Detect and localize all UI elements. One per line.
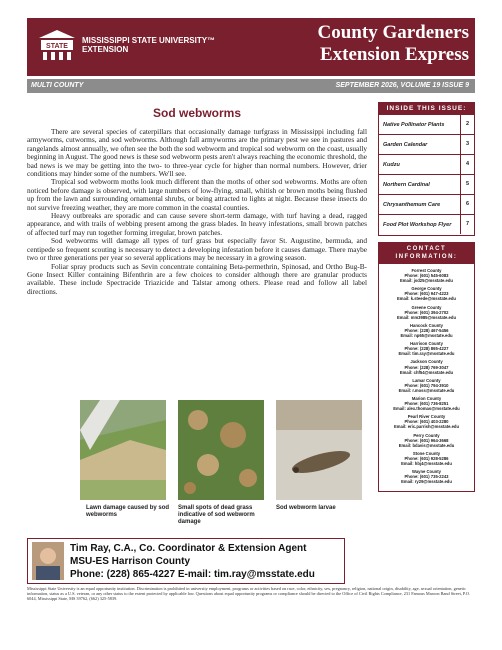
toc-item[interactable] — [379, 195, 474, 215]
county-name: Harrison County — [410, 341, 443, 347]
agent-phone-email: Phone: (228) 865-4227 E-mail: tim.ray@msstate.edu — [70, 569, 315, 580]
county-email[interactable]: Email: alex.thomas@msstate.edu — [393, 406, 460, 412]
toc-label: Kudzu — [383, 162, 400, 168]
county-name: Jackson County — [410, 359, 443, 365]
masthead — [27, 18, 475, 76]
county-phone: Phone: (228) 769-3047 — [404, 364, 449, 370]
county-phone: Phone: (601) 928-5286 — [404, 455, 449, 461]
paragraph: Tropical sod webworm moths look much different than the moths of other sod webworms. Moths are often noticed before damage is observed, with large numbers of low-flying, small, whitish or brown moths being flushed up from the lawn and surrounding ornamental shrubs, or being attracted to lights at night. Because these insects do not survive freezing weather, they are more common in the coastal counties. — [27, 177, 367, 212]
county-phone: Phone: (601) 403-2280 — [404, 419, 449, 425]
toc-page: 3 — [460, 135, 474, 154]
logo-line-1: MISSISSIPPI STATE UNIVERSITY™ — [82, 36, 216, 45]
paragraph: There are several species of caterpillars that occasionally damage turfgrass in Mississippi including fall armyworms, cutworms, and sod webworms. Although fall armyworms are the primary pest we see in pastures and rangelands almost annually, we often see the both the sod webworm and tropical sod webworm on the coast, usually beginning in August. The good news is these sod webworm pests aren't always reaching the economic threshold, the bad news is we may be getting into the two- to three-year cycle for higher than normal numbers. However, drier conditions may hinder some of the numbers. We'll see. — [27, 127, 367, 179]
county-name: Stone County — [412, 450, 441, 456]
county-name: Marion County — [411, 395, 442, 401]
paragraph: Heavy outbreaks are sporadic and can cause severe short-term damage, with turf having a dead, ragged appearance, and with trails of webbing present among the grass blades. In heavy infestations, small brown patches of affected turf may run together forming irregular, brown patches. — [27, 211, 367, 237]
paragraph: Foliar spray products such as Sevin concentrate containing Beta-permethrin, Spinosad, and Ortho Bug-B-Gone Insect Killer containing Bifenthrin are a few choices to consider although there are granular products available. These include Spectracide Triazicide and Talstar among others. Please read and follow all label directions. — [27, 261, 367, 296]
county-email[interactable]: Email: mm3985@msstate.edu — [396, 314, 456, 320]
county-entry — [381, 305, 472, 320]
county-entry — [381, 396, 472, 411]
county-email[interactable]: Email: bdavis@msstate.edu — [398, 442, 455, 448]
county-name: Wayne County — [412, 469, 441, 475]
toc-label: Garden Calendar — [383, 142, 428, 148]
county-phone: Phone: (601) 735-2243 — [404, 474, 449, 480]
toc-item[interactable] — [379, 155, 474, 175]
county-entry — [381, 359, 472, 374]
main-article — [27, 96, 367, 296]
county-phone: Phone: (228) 467-5456 — [404, 327, 449, 333]
toc-label: Northern Cardinal — [383, 182, 430, 188]
contact-heading-line-1: CONTACT — [406, 246, 447, 252]
county-entry — [381, 378, 472, 393]
county-contacts — [378, 264, 475, 492]
toc-item[interactable] — [379, 215, 474, 235]
county-entry — [381, 286, 472, 301]
toc-page: 4 — [460, 155, 474, 174]
county-email[interactable]: Email: hbj4@msstate.edu — [401, 461, 452, 466]
agent-info — [70, 542, 315, 581]
toc-item[interactable] — [379, 115, 474, 135]
toc-item[interactable] — [379, 135, 474, 155]
issue-bar — [27, 79, 475, 93]
article-title: Sod webworms — [152, 106, 241, 120]
toc-page: 6 — [460, 195, 474, 214]
dead-grass-photo — [178, 400, 264, 500]
county-phone: Phone: (601) 947-4223 — [404, 291, 449, 297]
lawn-damage-photo — [80, 400, 166, 500]
county-phone: Phone: (601) 394-2702 — [404, 309, 449, 315]
toc-page: 7 — [460, 215, 474, 234]
county-name: Greene County — [411, 304, 442, 310]
county-entry — [381, 414, 472, 429]
photo-caption-1: Lawn damage caused by sod webworms — [86, 505, 170, 518]
county-entry — [381, 451, 472, 466]
agent-contact — [27, 538, 345, 584]
county-name: Forrest County — [411, 268, 442, 273]
title-line-1: County Gardeners — [317, 22, 469, 43]
county-phone: Phone: (601) 794-3910 — [404, 382, 449, 388]
county-phone: Phone: (228) 865-4227 — [404, 346, 449, 352]
toc-page: 2 — [460, 115, 474, 134]
title-line-2: Extension Express — [319, 44, 469, 65]
photo-row — [80, 400, 370, 532]
county-name: Hancock County — [409, 322, 444, 328]
county-entry — [381, 323, 472, 338]
county-name: George County — [411, 286, 442, 292]
county-email[interactable]: Email: k.steede@msstate.edu — [396, 296, 456, 302]
county-phone: Phone: (601) 736-8251 — [404, 401, 449, 407]
article-body — [27, 128, 367, 296]
county-phone: Phone: (601) 964-3668 — [404, 437, 449, 443]
county-entry — [381, 433, 472, 448]
toc-label: Native Pollinator Plants — [383, 122, 445, 128]
region-label: MULTI COUNTY — [31, 82, 84, 89]
toc-item[interactable] — [379, 175, 474, 195]
logo-line-2: EXTENSION — [82, 45, 129, 54]
county-email[interactable]: Email: tim.ray@msstate.edu — [398, 351, 455, 357]
toc-heading: INSIDE THIS ISSUE: — [378, 102, 475, 115]
agent-name: Tim Ray, C.A., Co. Coordinator & Extension Agent — [70, 543, 307, 554]
contact-heading-line-2: INFORMATION: — [395, 254, 458, 260]
photo-caption-2: Small spots of dead grass indicative of sod webworm damage — [178, 505, 255, 525]
toc-label: Chrysanthemum Care — [383, 202, 441, 208]
agent-office: MSU-ES Harrison County — [70, 556, 191, 567]
county-entry — [381, 469, 472, 484]
svg-text:STATE: STATE — [46, 43, 68, 50]
contact-heading — [378, 242, 475, 264]
county-entry — [381, 341, 472, 356]
issue-date: SEPTEMBER 2026, VOLUME 19 ISSUE 9 — [335, 82, 469, 89]
table-of-contents — [378, 115, 475, 236]
toc-page: 5 — [460, 175, 474, 194]
county-name: Lamar County — [412, 377, 441, 383]
toc-label: Food Plot Workshop Flyer — [383, 222, 452, 228]
paragraph: Sod webworms will damage all types of turf grass but especially favor St. Augustine, bermuda, and centipede so frequent scouting is necessary to detect a developing infestation before it causes damage. There maybe two or three generations per year so several applications may be necessary in a growing season. — [27, 236, 367, 263]
equal-opportunity-notice: Mississippi State University is an equal opportunity institution. Discrimination is prohibited in university employment, programs or activities based on race, color, ethnicity, sex, pregnancy, religion, national origin, disability, age, sexual orientation, genetic information, status as a U.S. veteran, or any other status to the extent protected by applicable law. Questions about equal opportunity programs or compliance should be directed to the Office of Civil Rights Compliance, 231 Famous Maroon Band Street, P.O. 6044, Mississippi State, MS 39762, (662) 325-5839. — [27, 586, 471, 601]
county-entry — [381, 268, 472, 283]
logo-text — [82, 36, 222, 54]
county-email[interactable]: Email: eric.parrish@msstate.edu — [393, 424, 460, 430]
county-email[interactable]: Email: chf54@msstate.edu — [399, 369, 454, 375]
photo-caption-3: Sod webworm larvae — [276, 505, 336, 511]
county-email[interactable]: Email: jsd25@msstate.edu — [400, 278, 453, 284]
county-email[interactable]: Email: ry29@msstate.edu — [401, 479, 452, 485]
county-phone: Phone: (601) 545-6083 — [404, 273, 449, 279]
county-email[interactable]: Email: r.moss@msstate.edu — [398, 387, 455, 393]
county-name: Pearl River County — [407, 414, 446, 420]
msu-logo — [37, 28, 77, 62]
county-name: Perry County — [413, 432, 440, 438]
sidebar — [378, 102, 475, 492]
avatar — [32, 542, 64, 580]
webworm-larvae-photo — [276, 400, 362, 500]
newsletter-title — [318, 22, 469, 66]
county-email[interactable]: Email: np65@msstate.edu — [400, 333, 453, 339]
